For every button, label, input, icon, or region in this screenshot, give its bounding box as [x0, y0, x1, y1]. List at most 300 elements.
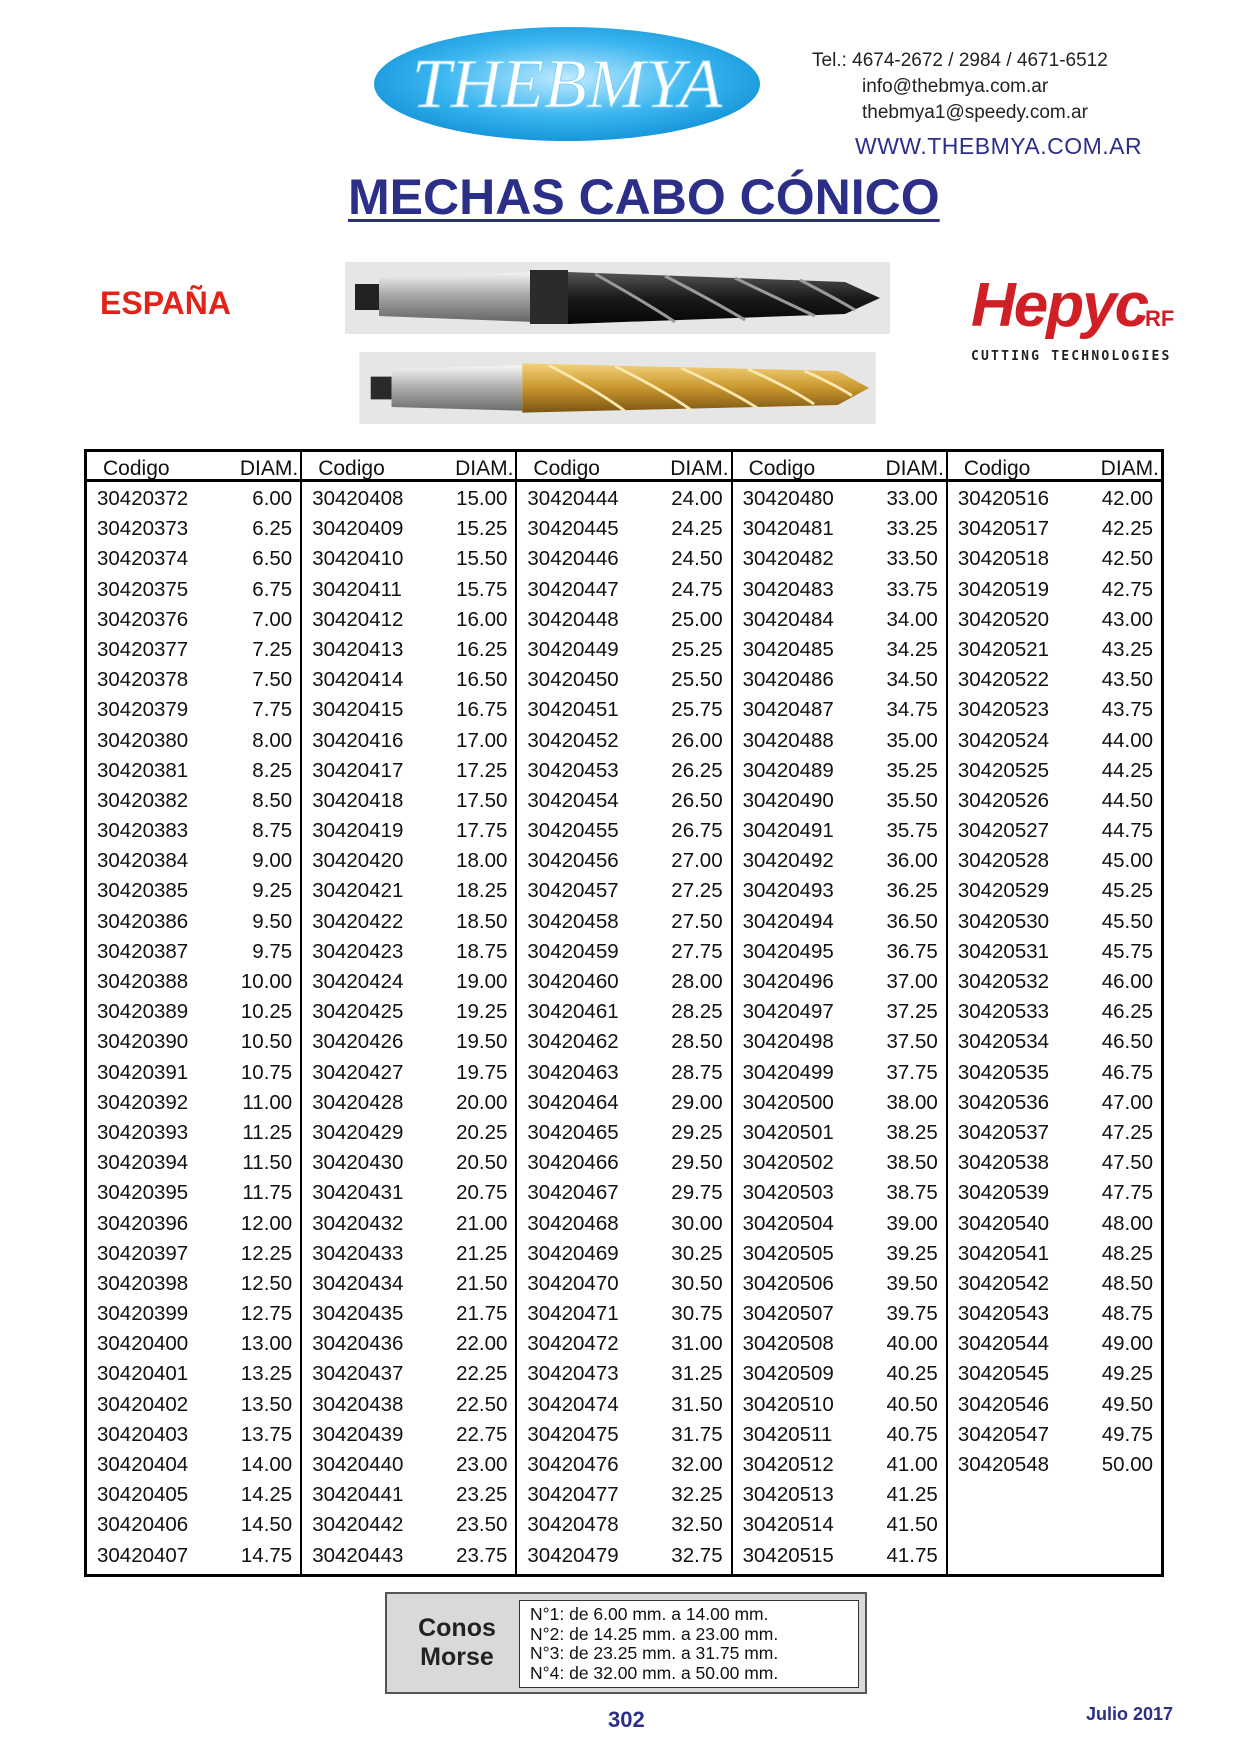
table-row — [302, 1025, 515, 1055]
product-code: 30420529 — [957, 879, 1050, 903]
product-diameter: 23.75 — [456, 1543, 508, 1567]
table-row — [517, 542, 730, 572]
product-code: 30420429 — [312, 1120, 404, 1144]
table-row — [733, 1539, 946, 1569]
product-code: 30420456 — [527, 849, 619, 873]
product-diameter: 29.75 — [671, 1181, 723, 1205]
product-diameter: 16.75 — [456, 698, 508, 722]
product-code: 30420491 — [742, 819, 834, 843]
product-diameter: 29.50 — [671, 1151, 723, 1175]
header-diam: DIAM. — [455, 457, 514, 480]
table-row — [948, 603, 1161, 633]
product-code: 30420426 — [312, 1030, 404, 1054]
product-diameter: 30.25 — [671, 1241, 723, 1265]
product-code: 30420460 — [527, 970, 619, 993]
cone-item-2: N°2: de 14.25 mm. a 23.00 mm. — [530, 1623, 779, 1644]
product-diameter: 19.75 — [456, 1060, 508, 1084]
product-code: 30420377 — [97, 637, 189, 661]
product-diameter: 36.75 — [886, 939, 938, 963]
product-code: 30420505 — [742, 1241, 834, 1265]
table-row — [517, 814, 730, 844]
product-diameter: 31.75 — [671, 1422, 723, 1446]
product-code: 30420504 — [742, 1211, 834, 1235]
table-row — [302, 1508, 515, 1538]
product-code: 30420458 — [527, 909, 619, 933]
product-code: 30420503 — [742, 1181, 834, 1205]
product-diameter: 44.25 — [1101, 758, 1154, 782]
table-row — [517, 1146, 730, 1176]
product-code: 30420547 — [957, 1422, 1050, 1446]
product-diameter: 27.50 — [671, 909, 723, 933]
table-row — [517, 1508, 730, 1538]
table-row — [87, 1207, 300, 1237]
table-row — [302, 874, 515, 904]
product-diameter: 26.50 — [671, 788, 723, 812]
website-link[interactable]: WWW.THEBMYA.COM.AR — [855, 133, 1143, 159]
cones-label-line2: Morse — [420, 1643, 494, 1671]
product-code: 30420485 — [742, 637, 834, 661]
table-row — [948, 1418, 1161, 1448]
product-diameter: 44.75 — [1101, 819, 1154, 843]
table-row — [948, 724, 1161, 754]
product-code: 30420462 — [527, 1030, 619, 1054]
table-row — [733, 1176, 946, 1206]
product-diameter: 29.25 — [671, 1120, 723, 1144]
product-diameter: 10.50 — [240, 1030, 293, 1054]
table-row — [948, 905, 1161, 935]
product-code: 30420541 — [957, 1241, 1050, 1265]
product-code: 30420457 — [527, 879, 619, 903]
product-code: 30420442 — [312, 1513, 404, 1537]
product-code: 30420374 — [97, 547, 189, 571]
table-row — [302, 724, 515, 754]
cones-morse-list — [519, 1600, 859, 1688]
product-code: 30420533 — [957, 1000, 1050, 1024]
product-diameter: 41.75 — [886, 1543, 938, 1567]
product-diameter: 15.00 — [456, 487, 508, 510]
product-diameter: 44.50 — [1101, 788, 1154, 812]
product-code: 30420438 — [312, 1392, 404, 1416]
table-row — [302, 573, 515, 603]
table-row — [302, 1327, 515, 1357]
product-code: 30420422 — [312, 909, 404, 933]
product-diameter: 36.00 — [886, 849, 938, 873]
product-code: 30420453 — [527, 758, 619, 782]
table-row — [733, 1267, 946, 1297]
catalog-column — [946, 452, 1161, 1574]
product-diameter: 21.50 — [456, 1271, 508, 1295]
product-diameter: 16.25 — [456, 637, 508, 661]
product-diameter: 10.75 — [240, 1060, 293, 1084]
product-code: 30420539 — [957, 1181, 1050, 1205]
product-diameter: 33.75 — [886, 577, 938, 601]
product-diameter: 16.00 — [456, 607, 508, 631]
product-diameter: 17.50 — [456, 788, 508, 812]
table-row — [87, 1025, 300, 1055]
table-row — [948, 693, 1161, 723]
header-diam: DIAM. — [670, 457, 729, 480]
product-diameter: 33.25 — [886, 517, 938, 541]
product-diameter: 26.75 — [671, 819, 723, 843]
product-code: 30420527 — [957, 819, 1050, 843]
product-code: 30420480 — [742, 487, 834, 510]
product-diameter: 25.75 — [671, 698, 723, 722]
product-code: 30420499 — [742, 1060, 834, 1084]
drill-image-black — [345, 262, 890, 334]
product-diameter: 24.50 — [671, 547, 723, 571]
table-row — [302, 663, 515, 693]
product-diameter: 20.50 — [456, 1151, 508, 1175]
table-row — [302, 633, 515, 663]
product-code: 30420417 — [312, 758, 404, 782]
table-row — [733, 542, 946, 572]
product-code: 30420434 — [312, 1271, 404, 1295]
table-row — [517, 693, 730, 723]
table-row — [517, 573, 730, 603]
table-row — [733, 784, 946, 814]
product-diameter: 14.50 — [240, 1513, 293, 1537]
table-row — [733, 965, 946, 995]
product-diameter: 6.75 — [252, 577, 293, 601]
table-row — [948, 663, 1161, 693]
product-diameter: 21.75 — [456, 1302, 508, 1326]
product-code: 30420536 — [957, 1090, 1050, 1114]
table-row — [517, 1086, 730, 1116]
product-code: 30420464 — [527, 1090, 619, 1114]
table-row — [733, 512, 946, 542]
product-diameter: 19.00 — [456, 970, 508, 993]
product-diameter: 17.00 — [456, 728, 508, 752]
product-code: 30420500 — [742, 1090, 834, 1114]
table-row — [302, 1207, 515, 1237]
table-row — [948, 1267, 1161, 1297]
product-diameter: 32.75 — [671, 1543, 723, 1567]
product-code: 30420414 — [312, 668, 404, 692]
product-diameter: 37.50 — [886, 1030, 938, 1054]
product-code: 30420436 — [312, 1332, 404, 1356]
product-diameter: 44.00 — [1101, 728, 1154, 752]
table-row — [948, 995, 1161, 1025]
product-code: 30420489 — [742, 758, 834, 782]
product-diameter: 41.25 — [886, 1483, 938, 1507]
product-code: 30420407 — [97, 1543, 189, 1567]
product-code: 30420382 — [97, 788, 189, 812]
contact-email-info: info@thebmya.com.ar — [862, 76, 1049, 97]
table-row — [87, 1116, 300, 1146]
product-diameter: 45.75 — [1101, 939, 1154, 963]
table-row — [948, 1327, 1161, 1357]
table-row — [948, 814, 1161, 844]
product-code: 30420544 — [957, 1332, 1050, 1356]
product-code: 30420475 — [527, 1422, 619, 1446]
product-code: 30420512 — [742, 1453, 834, 1476]
table-row — [733, 905, 946, 935]
product-code: 30420476 — [527, 1453, 619, 1476]
table-row — [948, 874, 1161, 904]
product-code: 30420487 — [742, 698, 834, 722]
product-code: 30420393 — [97, 1120, 189, 1144]
brand-tagline: CUTTING TECHNOLOGIES — [971, 349, 1172, 364]
table-row — [948, 965, 1161, 995]
table-row — [517, 1327, 730, 1357]
product-code: 30420483 — [742, 577, 834, 601]
table-row — [87, 995, 300, 1025]
product-diameter: 37.25 — [886, 1000, 938, 1024]
product-code: 30420440 — [312, 1453, 404, 1476]
product-code: 30420425 — [312, 1000, 404, 1024]
product-diameter: 34.75 — [886, 698, 938, 722]
table-row — [302, 512, 515, 542]
table-row — [87, 965, 300, 995]
table-row — [302, 693, 515, 723]
table-row — [87, 814, 300, 844]
product-code: 30420524 — [957, 728, 1050, 752]
product-code: 30420508 — [742, 1332, 834, 1356]
table-row — [87, 1267, 300, 1297]
product-diameter: 8.00 — [252, 728, 293, 752]
column-header — [87, 452, 300, 482]
product-code: 30420381 — [97, 758, 189, 782]
table-row — [87, 603, 300, 633]
table-row — [302, 784, 515, 814]
product-diameter: 39.25 — [886, 1241, 938, 1265]
table-row — [733, 482, 946, 512]
product-diameter: 11.75 — [242, 1181, 293, 1205]
table-row — [733, 1448, 946, 1478]
table-row — [517, 1448, 730, 1478]
product-code: 30420409 — [312, 517, 404, 541]
product-code: 30420448 — [527, 607, 619, 631]
product-code: 30420384 — [97, 849, 189, 873]
catalog-column — [731, 452, 946, 1574]
product-code: 30420545 — [957, 1362, 1050, 1386]
product-code: 30420474 — [527, 1392, 619, 1416]
product-code: 30420423 — [312, 939, 404, 963]
table-row — [517, 1025, 730, 1055]
product-diameter: 15.50 — [456, 547, 508, 571]
table-row — [302, 1357, 515, 1387]
cones-label-line1: Conos — [418, 1614, 496, 1642]
header-code: Codigo — [318, 457, 385, 480]
table-row — [302, 1056, 515, 1086]
product-diameter: 25.25 — [671, 637, 723, 661]
product-code: 30420443 — [312, 1543, 404, 1567]
product-diameter: 21.00 — [456, 1211, 508, 1235]
product-code: 30420402 — [97, 1392, 189, 1416]
product-diameter: 25.50 — [671, 668, 723, 692]
product-code: 30420532 — [957, 970, 1050, 993]
product-diameter: 7.75 — [252, 698, 293, 722]
product-diameter: 9.00 — [252, 849, 293, 873]
product-diameter: 19.25 — [456, 1000, 508, 1024]
product-diameter: 28.25 — [671, 1000, 723, 1024]
table-row — [302, 844, 515, 874]
table-row — [517, 1297, 730, 1327]
catalog-table — [84, 449, 1164, 1577]
product-code: 30420510 — [742, 1392, 834, 1416]
product-diameter: 9.75 — [252, 939, 293, 963]
product-diameter: 39.50 — [886, 1271, 938, 1295]
product-diameter: 36.50 — [886, 909, 938, 933]
product-diameter: 39.75 — [886, 1302, 938, 1326]
table-row — [948, 482, 1161, 512]
table-row — [302, 603, 515, 633]
product-code: 30420535 — [957, 1060, 1050, 1084]
product-diameter: 27.25 — [671, 879, 723, 903]
table-row — [948, 542, 1161, 572]
table-row — [87, 935, 300, 965]
product-code: 30420534 — [957, 1030, 1050, 1054]
product-code: 30420396 — [97, 1211, 189, 1235]
product-code: 30420542 — [957, 1271, 1050, 1295]
product-diameter: 27.00 — [671, 849, 723, 873]
product-code: 30420497 — [742, 1000, 834, 1024]
product-diameter: 34.00 — [886, 607, 938, 631]
table-row — [948, 1297, 1161, 1327]
product-code: 30420522 — [957, 668, 1050, 692]
product-diameter: 10.00 — [240, 970, 293, 993]
product-diameter: 18.50 — [456, 909, 508, 933]
table-row — [733, 1025, 946, 1055]
product-diameter: 46.75 — [1101, 1060, 1154, 1084]
product-diameter: 49.25 — [1101, 1362, 1154, 1386]
product-diameter: 33.00 — [886, 487, 938, 510]
product-code: 30420386 — [97, 909, 189, 933]
table-row — [302, 1448, 515, 1478]
table-row — [87, 1448, 300, 1478]
product-diameter: 38.25 — [886, 1120, 938, 1144]
header-code: Codigo — [963, 457, 1031, 480]
product-code: 30420433 — [312, 1241, 404, 1265]
table-row — [948, 1086, 1161, 1116]
product-diameter: 34.25 — [886, 637, 938, 661]
product-code: 30420388 — [97, 970, 189, 993]
product-code: 30420404 — [97, 1453, 189, 1476]
product-code: 30420412 — [312, 607, 404, 631]
product-code: 30420466 — [527, 1151, 619, 1175]
product-diameter: 6.50 — [252, 547, 293, 571]
table-row — [948, 754, 1161, 784]
table-row — [733, 1237, 946, 1267]
table-row — [733, 935, 946, 965]
product-code: 30420548 — [957, 1453, 1050, 1476]
product-diameter: 42.75 — [1101, 577, 1154, 601]
product-code: 30420461 — [527, 1000, 619, 1024]
header-diam: DIAM. — [239, 457, 299, 480]
table-row — [302, 1267, 515, 1297]
product-diameter: 37.75 — [886, 1060, 938, 1084]
product-code: 30420516 — [957, 487, 1050, 510]
product-code: 30420401 — [97, 1362, 189, 1386]
table-row — [517, 1539, 730, 1569]
table-row — [733, 995, 946, 1025]
product-diameter: 12.50 — [240, 1271, 293, 1295]
product-diameter: 14.75 — [240, 1543, 293, 1567]
table-row — [733, 1478, 946, 1508]
table-row — [87, 1176, 300, 1206]
product-code: 30420526 — [957, 788, 1050, 812]
product-diameter: 23.50 — [456, 1513, 508, 1537]
table-row — [948, 1448, 1161, 1478]
product-diameter: 34.50 — [886, 668, 938, 692]
product-code: 30420450 — [527, 668, 619, 692]
product-diameter: 42.50 — [1101, 547, 1154, 571]
table-row — [87, 1327, 300, 1357]
product-diameter: 6.25 — [252, 517, 293, 541]
column-header — [302, 452, 515, 482]
table-row — [733, 1357, 946, 1387]
product-code: 30420511 — [742, 1422, 833, 1446]
product-diameter: 13.75 — [240, 1422, 293, 1446]
product-diameter: 20.00 — [456, 1090, 508, 1114]
product-code: 30420515 — [742, 1543, 834, 1567]
product-diameter: 10.25 — [240, 1000, 293, 1024]
product-diameter: 32.25 — [671, 1483, 723, 1507]
header-code: Codigo — [103, 457, 170, 480]
table-row — [87, 1146, 300, 1176]
product-code: 30420496 — [742, 970, 834, 993]
product-diameter: 22.00 — [456, 1332, 508, 1356]
product-diameter: 12.25 — [240, 1241, 293, 1265]
table-row — [733, 1116, 946, 1146]
table-row — [517, 935, 730, 965]
product-code: 30420501 — [742, 1120, 834, 1144]
product-code: 30420427 — [312, 1060, 404, 1084]
table-row — [87, 693, 300, 723]
table-row — [517, 754, 730, 784]
table-row — [87, 724, 300, 754]
table-row — [517, 1267, 730, 1297]
product-diameter: 11.50 — [242, 1151, 293, 1175]
product-diameter: 48.25 — [1101, 1241, 1154, 1265]
table-row — [302, 1237, 515, 1267]
product-code: 30420502 — [742, 1151, 834, 1175]
product-code: 30420400 — [97, 1332, 189, 1356]
table-row — [302, 1297, 515, 1327]
product-diameter: 31.00 — [671, 1332, 723, 1356]
product-code: 30420454 — [527, 788, 619, 812]
product-code: 30420478 — [527, 1513, 619, 1537]
product-code: 30420471 — [527, 1302, 619, 1326]
product-diameter: 48.50 — [1101, 1271, 1154, 1295]
catalog-column — [87, 452, 300, 1574]
product-code: 30420424 — [312, 970, 404, 993]
cones-morse-label — [407, 1614, 507, 1672]
product-diameter: 43.25 — [1101, 637, 1154, 661]
product-diameter: 38.50 — [886, 1151, 938, 1175]
product-code: 30420375 — [97, 577, 189, 601]
table-row — [517, 603, 730, 633]
table-row — [948, 1207, 1161, 1237]
table-row — [733, 754, 946, 784]
product-code: 30420380 — [97, 728, 189, 752]
table-row — [302, 905, 515, 935]
product-code: 30420513 — [742, 1483, 834, 1507]
product-diameter: 31.50 — [671, 1392, 723, 1416]
product-code: 30420431 — [312, 1181, 404, 1205]
product-diameter: 30.00 — [671, 1211, 723, 1235]
product-diameter: 14.25 — [240, 1483, 293, 1507]
product-code: 30420517 — [957, 517, 1050, 541]
product-diameter: 11.00 — [242, 1090, 293, 1114]
cones-morse-box — [385, 1592, 867, 1694]
table-row — [302, 542, 515, 572]
product-code: 30420372 — [97, 487, 189, 510]
product-code: 30420439 — [312, 1422, 404, 1446]
product-code: 30420416 — [312, 728, 404, 752]
product-diameter: 45.25 — [1101, 879, 1154, 903]
table-row — [517, 1056, 730, 1086]
